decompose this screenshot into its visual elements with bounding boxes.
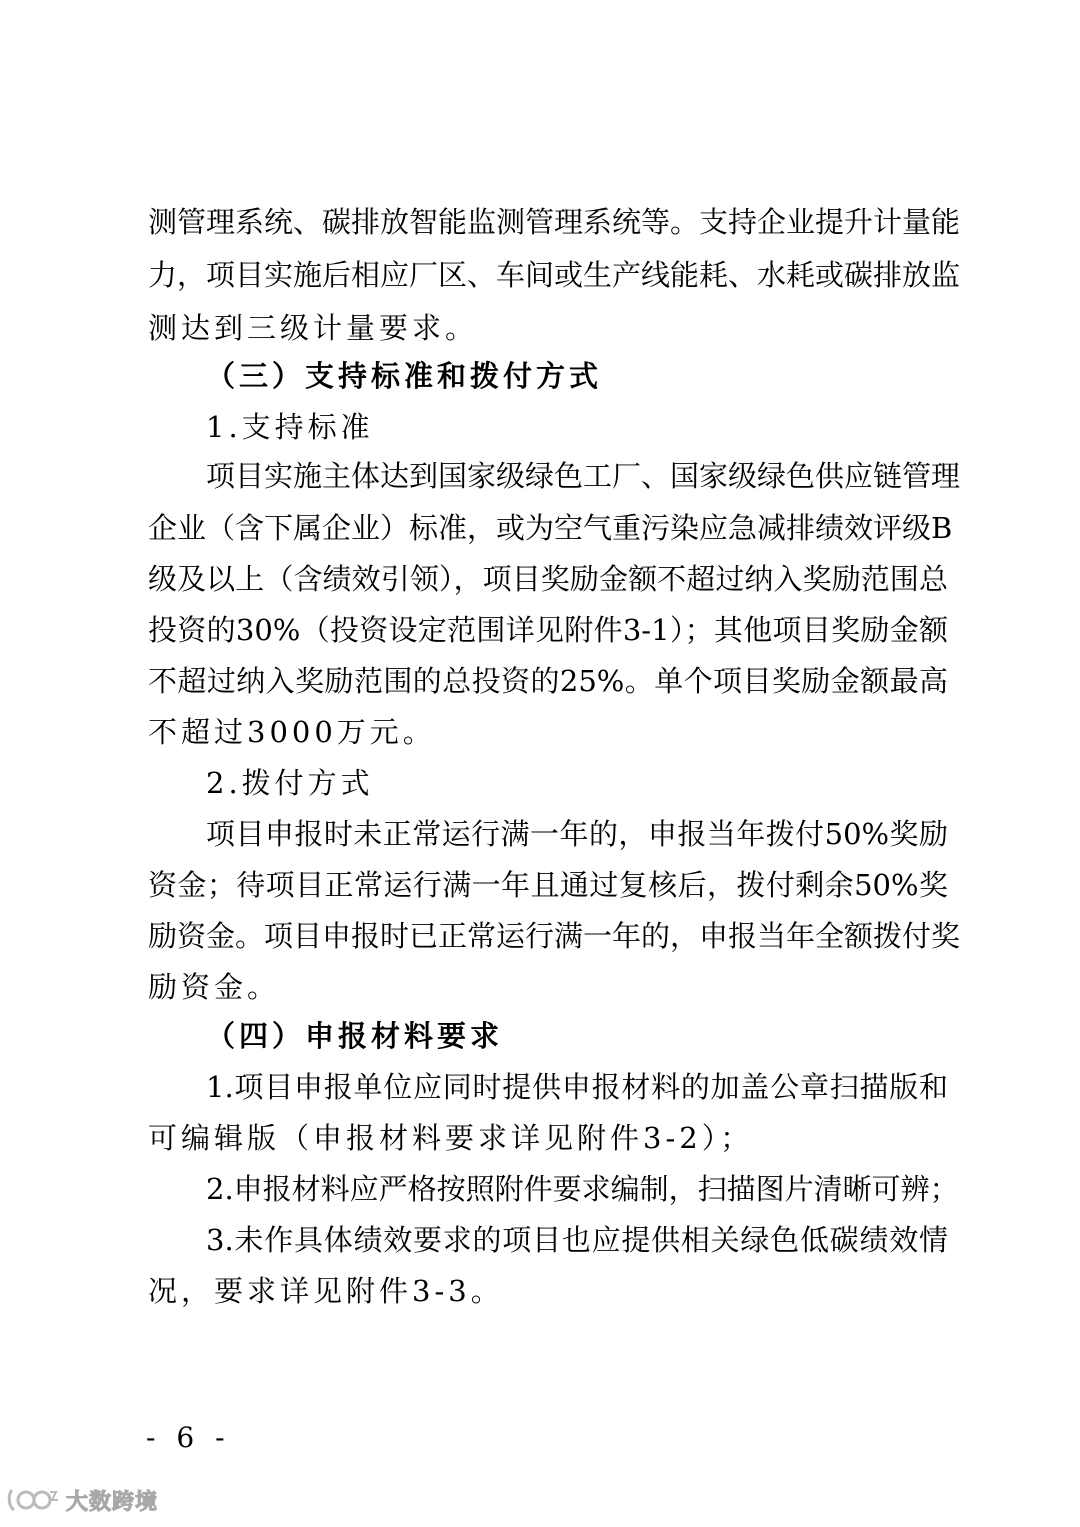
paragraph-line: 力，项目实施后相应厂区、车间或生产线能耗、水耗或碳排放监 [148, 258, 961, 292]
subsection-heading: 2.拨付方式 [206, 766, 374, 800]
paragraph-line: 项目申报时未正常运行满一年的，申报当年拨付50%奖励 [206, 817, 948, 851]
paragraph-line: 测达到三级计量要求。 [148, 311, 479, 345]
paragraph-line: 投资的30%（投资设定范围详见附件3-1）；其他项目奖励金额 [148, 613, 948, 647]
watermark [6, 1480, 158, 1520]
paragraph-line: 不超过纳入奖励范围的总投资的25%。单个项目奖励金额最高 [148, 664, 948, 698]
section-heading: （三）支持标准和拨付方式 [206, 359, 603, 393]
paragraph-line: 企业（含下属企业）标准，或为空气重污染应急减排绩效评级B [148, 511, 953, 545]
watermark-logo-icon [6, 1486, 60, 1514]
page-number: - 6 - [146, 1421, 231, 1454]
paragraph-line: 2.申报材料应严格按照附件要求编制，扫描图片清晰可辨； [206, 1172, 959, 1206]
paragraph-line: 测管理系统、碳排放智能监测管理系统等。支持企业提升计量能 [148, 205, 961, 239]
paragraph-line: 1.项目申报单位应同时提供申报材料的加盖公章扫描版和 [206, 1070, 948, 1104]
watermark-text: 大数跨境 [66, 1489, 159, 1515]
paragraph-line: 励资金。 [148, 970, 281, 1004]
paragraph-line: 励资金。项目申报时已正常运行满一年的，申报当年全额拨付奖 [148, 919, 961, 953]
subsection-heading: 1.支持标准 [206, 410, 374, 444]
paragraph-line: 不超过3000万元。 [148, 715, 436, 749]
paragraph-line: 3.未作具体绩效要求的项目也应提供相关绿色低碳绩效情 [206, 1223, 948, 1257]
paragraph-line: 可编辑版（申报材料要求详见附件3-2）； [148, 1121, 754, 1155]
paragraph-line: 项目实施主体达到国家级绿色工厂、国家级绿色供应链管理 [206, 459, 961, 493]
paragraph-line: 况，要求详见附件3-3。 [148, 1274, 504, 1308]
paragraph-line: 级及以上（含绩效引领），项目奖励金额不超过纳入奖励范围总 [148, 562, 948, 596]
paragraph-line: 资金；待项目正常运行满一年且通过复核后，拨付剩余50%奖 [148, 868, 948, 902]
section-heading: （四）申报材料要求 [206, 1019, 504, 1053]
